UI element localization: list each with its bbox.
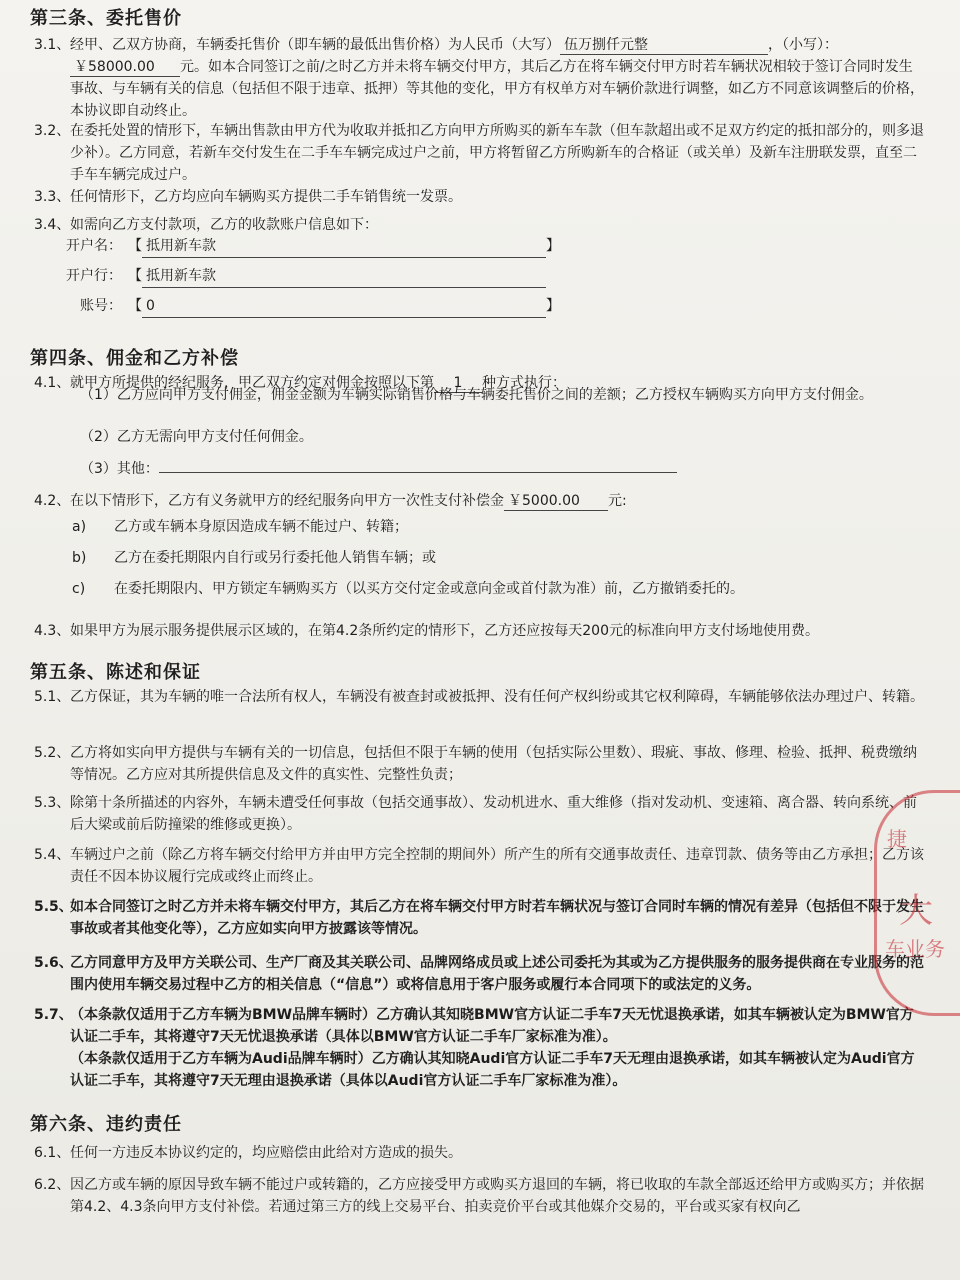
clause-4-2 — [34, 490, 926, 512]
commission-option-1 — [80, 384, 910, 406]
bank-row — [66, 265, 546, 288]
clause-text: ，（小写）： — [768, 37, 838, 53]
other-option-field — [159, 472, 677, 473]
clause-text: 乙方将如实向甲方提供与车辆有关的一切信息，包括但不限于车辆的使用（包括实际公里数）、瑕疵、事故、修理、检验、抵押、税费缴纳等情况。乙方应对其所提供信息及文件的真实性、完整性负责； — [70, 745, 917, 783]
clause-number: 5.3、 — [34, 795, 71, 811]
clause-number: 5.4、 — [34, 847, 71, 863]
clause-text: 如果甲方为展示服务提供展示区域的，在第4.2条所约定的情形下，乙方还应按每天200元的标准向甲方支付场地使用费。 — [70, 623, 819, 639]
section-6-title: 第六条、违约责任 — [30, 1114, 182, 1135]
clause-5-2 — [34, 742, 926, 786]
clause-text: 元。如本合同签订之前/之时乙方并未将车辆交付甲方，其后乙方在将车辆交付甲方时若车辆状况相较于签订合同时发生事故、与车辆有关的信息（包括但不限于违章、抵押）等其他的变化，甲方有权单方对车辆价款进行调整，如乙方不同意该调整后的价格，本协议即自动终止。 — [70, 59, 924, 119]
option-text: （1）乙方应向甲方支付佣金，佣金金额为车辆实际销售价格与车辆委托售价之间的差额；乙方授权车辆购买方向甲方支付佣金。 — [80, 387, 873, 403]
clause-number: 3.1、 — [34, 37, 71, 53]
clause-number: 5.1、 — [34, 689, 71, 705]
condition-a — [72, 516, 408, 538]
condition-text: 在委托期限内、甲方锁定车辆购买方（以买方交付定金或意向金或首付款为准）前，乙方撤销委托的。 — [114, 581, 744, 597]
bracket-open: 【 — [128, 298, 142, 314]
seal-text: 大 — [899, 891, 933, 931]
option-text: （2）乙方无需向甲方支付任何佣金。 — [80, 429, 313, 445]
condition-key: c) — [72, 581, 86, 597]
bank-label: 开户行： — [66, 268, 122, 284]
bank-field: 抵用新车款 — [142, 265, 546, 288]
seal-text: 车业务 — [885, 937, 945, 961]
commission-option-2 — [80, 426, 313, 448]
clause-number: 4.1、 — [34, 375, 71, 391]
account-number-label: 账号： — [80, 298, 122, 314]
clause-5-3 — [34, 792, 926, 836]
clause-3-1 — [34, 34, 926, 122]
price-in-words-field: 伍万捌仟元整 — [560, 36, 768, 55]
clause-number: 6.2、 — [34, 1177, 71, 1193]
condition-b — [72, 547, 436, 569]
clause-text: 任何情形下，乙方均应向车辆购买方提供二手车销售统一发票。 — [70, 189, 462, 205]
section-3-title: 第三条、委托售价 — [30, 8, 182, 29]
clause-number: 3.3、 — [34, 189, 71, 205]
clause-text: 经甲、乙双方协商，车辆委托售价（即车辆的最低出售价格）为人民币（大写） — [70, 37, 560, 53]
condition-key: a) — [72, 519, 87, 535]
clause-5-6 — [34, 952, 926, 996]
condition-key: b) — [72, 550, 87, 566]
clause-number: 5.6、 — [34, 955, 73, 971]
clause-number: 5.2、 — [34, 745, 71, 761]
bracket-close: 】 — [546, 238, 560, 254]
account-number-field: 0 — [142, 295, 546, 318]
clause-text: 在委托处置的情形下，车辆出售款由甲方代为收取并抵扣乙方向甲方所购买的新车车款（但车款超出或不足双方约定的抵扣部分的，则多退少补）。乙方同意，若新车交付发生在二手车车辆完成过户之前，甲方将暂留乙方所购新车的合格证（或关单）及新车注册联发票，直至二手车车辆完成过户。 — [70, 123, 924, 183]
clause-6-2 — [34, 1174, 926, 1218]
clause-4-3 — [34, 620, 926, 642]
clause-5-5 — [34, 896, 926, 940]
clause-3-4 — [34, 214, 926, 236]
clause-number: 3.2、 — [34, 123, 71, 139]
account-name-row — [66, 235, 560, 258]
clause-number: 5.5、 — [34, 899, 73, 915]
clause-text: 元: — [608, 493, 627, 509]
section-4-title: 第四条、佣金和乙方补偿 — [30, 348, 239, 369]
clause-text: 在以下情形下，乙方有义务就甲方的经纪服务向甲方一次性支付补偿金 — [70, 493, 504, 509]
company-seal — [874, 790, 960, 1016]
option-text: （3）其他： — [80, 461, 159, 477]
price-in-figures-field: ￥58000.00 — [70, 58, 180, 77]
clause-text: 乙方同意甲方及甲方关联公司、生产厂商及其关联公司、品牌网络成员或上述公司委托为其或为乙方提供服务的服务提供商在专业服务的范围内使用车辆交易过程中乙方的相关信息（“信息”）或将信息用于客户服务或履行本合同项下的或法定的义务。 — [70, 955, 924, 993]
clause-text: 乙方保证，其为车辆的唯一合法所有权人，车辆没有被查封或被抵押、没有任何产权纠纷或其它权利障碍，车辆能够依法办理过户、转籍。 — [70, 689, 924, 705]
clause-5-1 — [34, 686, 926, 708]
commission-option-field: 1 — [434, 374, 482, 393]
clause-number: 6.1、 — [34, 1145, 71, 1161]
clause-number: 4.3、 — [34, 623, 71, 639]
clause-text: 如需向乙方支付款项，乙方的收款账户信息如下： — [70, 217, 378, 233]
clause-text: 因乙方或车辆的原因导致车辆不能过户或转籍的，乙方应接受甲方或购买方退回的车辆，将已收取的车款全部返还给甲方或购买方；并依据第4.2、4.3条向甲方支付补偿。若通过第三方的线上交易平台、拍卖竞价平台或其他媒介交易的，平台或买家有权向乙 — [70, 1177, 924, 1215]
section-5-title: 第五条、陈述和保证 — [30, 662, 201, 683]
clause-text: （本条款仅适用于乙方车辆为BMW品牌车辆时）乙方确认其知晓BMW官方认证二手车7天无忧退换承诺，如其车辆被认定为BMW官方认证二手车，其将遵守7天无忧退换承诺（具体以BMW官方认证二手车厂家标准为准）。 — [70, 1007, 914, 1045]
clause-text: 种方式执行： — [482, 375, 566, 391]
bracket-open: 【 — [128, 238, 142, 254]
clause-3-3 — [34, 186, 926, 208]
clause-number: 3.4、 — [34, 217, 71, 233]
compensation-amount-field: ￥5000.00 — [504, 492, 608, 511]
account-name-label: 开户名： — [66, 238, 122, 254]
bracket-open: 【 — [128, 268, 142, 284]
clause-text: 如本合同签订之时乙方并未将车辆交付甲方，其后乙方在将车辆交付甲方时若车辆状况与签订合同时车辆的情况有差异（包括但不限于发生事故或者其他变化等），乙方应如实向甲方披露该等情况。 — [70, 899, 924, 937]
clause-text: 车辆过户之前（除乙方将车辆交付给甲方并由甲方完全控制的期间外）所产生的所有交通事故责任、违章罚款、债务等由乙方承担；乙方该责任不因本协议履行完成或终止而终止。 — [70, 847, 924, 885]
clause-text: （本条款仅适用于乙方车辆为Audi品牌车辆时）乙方确认其知晓Audi官方认证二手车7天无理由退换承诺，如其车辆被认定为Audi官方认证二手车，其将遵守7天无理由退换承诺（具体以Audi官方认证二手车厂家标准为准）。 — [70, 1051, 915, 1089]
seal-text: 捷 — [887, 827, 907, 851]
condition-text: 乙方或车辆本身原因造成车辆不能过户、转籍； — [114, 519, 408, 535]
condition-text: 乙方在委托期限内自行或另行委托他人销售车辆；或 — [114, 550, 436, 566]
account-number-row — [80, 295, 560, 318]
bracket-close: 】 — [546, 298, 560, 314]
clause-number: 4.2、 — [34, 493, 71, 509]
clause-5-7-audi — [34, 1048, 926, 1092]
commission-option-3 — [80, 458, 677, 480]
clause-3-2 — [34, 120, 926, 186]
clause-text: 就甲方所提供的经纪服务，甲乙双方约定对佣金按照以下第 — [70, 375, 434, 391]
clause-6-1 — [34, 1142, 926, 1164]
condition-c — [72, 578, 744, 600]
account-name-field: 抵用新车款 — [142, 235, 546, 258]
clause-text: 除第十条所描述的内容外，车辆未遭受任何事故（包括交通事故）、发动机进水、重大维修（指对发动机、变速箱、离合器、转向系统、前后大梁或前后防撞梁的维修或更换）。 — [70, 795, 917, 833]
clause-5-7 — [34, 1004, 926, 1048]
clause-number: 5.7、 — [34, 1007, 73, 1023]
clause-5-4 — [34, 844, 926, 888]
clause-text: 任何一方违反本协议约定的，均应赔偿由此给对方造成的损失。 — [70, 1145, 462, 1161]
